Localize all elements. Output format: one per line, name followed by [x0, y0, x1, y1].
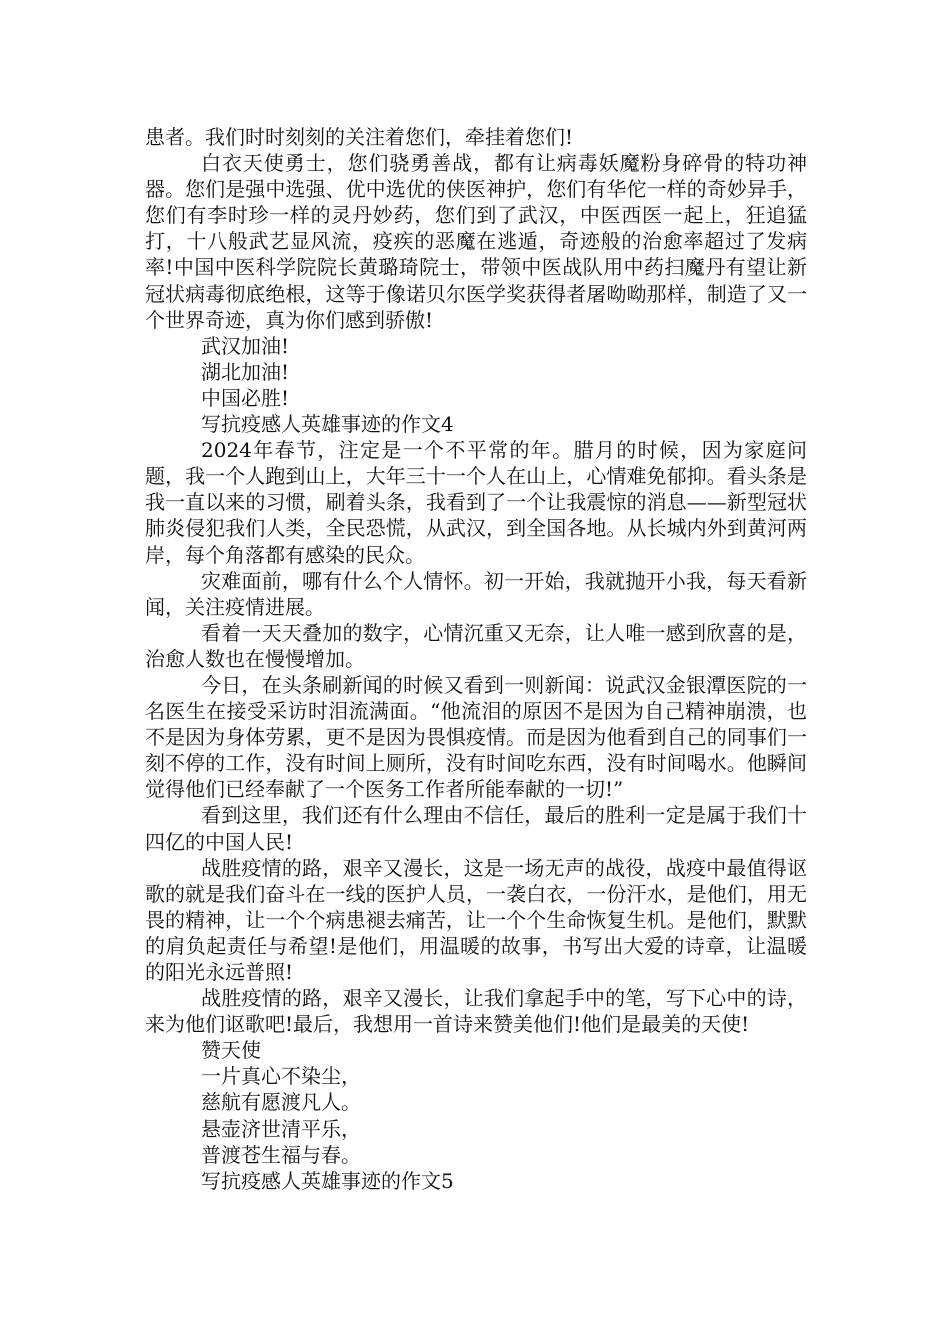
slogan-wuhan: 武汉加油!	[201, 333, 290, 358]
paragraph-disaster: 灾难面前，哪有什么个人情怀。初一开始，我就抛开小我，每天看新闻，关注疫情进展。	[145, 568, 807, 619]
document-body	[145, 124, 807, 1194]
paragraph-spring-festival: 2024年春节，注定是一个不平常的年。腊月的时候，因为家庭问题，我一个人跑到山上，大年三十一个人在山上，心情难免郁抑。看头条是我一直以来的习惯，刷着头条，我看到了一个让我震惊的消息——新型冠状肺炎侵犯我们人类，全民恐慌，从武汉，到全国各地。从长城内外到黄河两岸，每个角落都有感染的民众。	[145, 438, 807, 567]
paragraph-medical-staff: 战胜疫情的路，艰辛又漫长，这是一场无声的战役，战疫中最值得讴歌的就是我们奋斗在一线的医护人员，一袭白衣，一份汗水，是他们，用无畏的精神，让一个个病患褪去痛苦，让一个个生命恢复生机。是他们，默默的肩负起责任与希望!是他们，用温暖的故事，书写出大爱的诗章，让温暖的阳光永远普照!	[145, 855, 807, 984]
slogan-hubei: 湖北加油!	[201, 359, 290, 384]
paragraph-continuation: 患者。我们时时刻刻的关注着您们，牵挂着您们!	[145, 125, 574, 149]
poem-title: 赞天使	[201, 1038, 261, 1063]
paragraph-poem-intro: 战胜疫情的路，艰辛又漫长，让我们拿起手中的笔，写下心中的诗，来为他们讴歌吧!最后，我想用一首诗来赞美他们!他们是最美的天使!	[145, 986, 807, 1037]
paragraph-angel-warriors: 白衣天使勇士，您们骁勇善战，都有让病毒妖魔粉身碎骨的特功神器。您们是强中选强、优中选优的侠医神护，您们有华佗一样的奇妙异手，您们有李时珍一样的灵丹妙药，您们到了武汉，中医西医一起上，狂追猛打，十八般武艺显风流，疫疾的恶魔在逃遁，奇迹般的治愈率超过了发病率!中国中医科学院院长黄璐琦院士，带领中医战队用中药扫魔丹有望让新冠状病毒彻底绝根，这等于像诺贝尔医学奖获得者屠呦呦那样，制造了又一个世界奇迹，真为你们感到骄傲!	[145, 151, 807, 332]
paragraph-numbers: 看着一天天叠加的数字，心情沉重又无奈，让人唯一感到欣喜的是，治愈人数也在慢慢增加。	[145, 620, 807, 671]
poem-line-4: 普渡苍生福与春。	[201, 1142, 361, 1167]
paragraph-news-doctor: 今日，在头条刷新闻的时候又看到一则新闻：说武汉金银潭医院的一名医生在接受采访时泪流满面。“他流泪的原因不是因为自己精神崩溃，也不是因为身体劳累，更不是因为畏惧疫情。而是因为他看到自己的同事们一刻不停的工作，没有时间上厕所，没有时间吃东西，没有时间喝水。他瞬间觉得他们已经奉献了一个医务工作者所能奉献的一切!”	[145, 672, 807, 802]
poem-line-3: 悬壶济世清平乐，	[201, 1116, 361, 1141]
poem-line-2: 慈航有愿渡凡人。	[201, 1090, 361, 1115]
slogan-china: 中国必胜!	[201, 385, 290, 410]
paragraph-trust: 看到这里，我们还有什么理由不信任，最后的胜利一定是属于我们十四亿的中国人民!	[145, 803, 807, 854]
section-heading-essay-5: 写抗疫感人英雄事迹的作文5	[201, 1168, 454, 1193]
section-heading-essay-4: 写抗疫感人英雄事迹的作文4	[201, 412, 454, 437]
poem-line-1: 一片真心不染尘，	[201, 1064, 361, 1089]
